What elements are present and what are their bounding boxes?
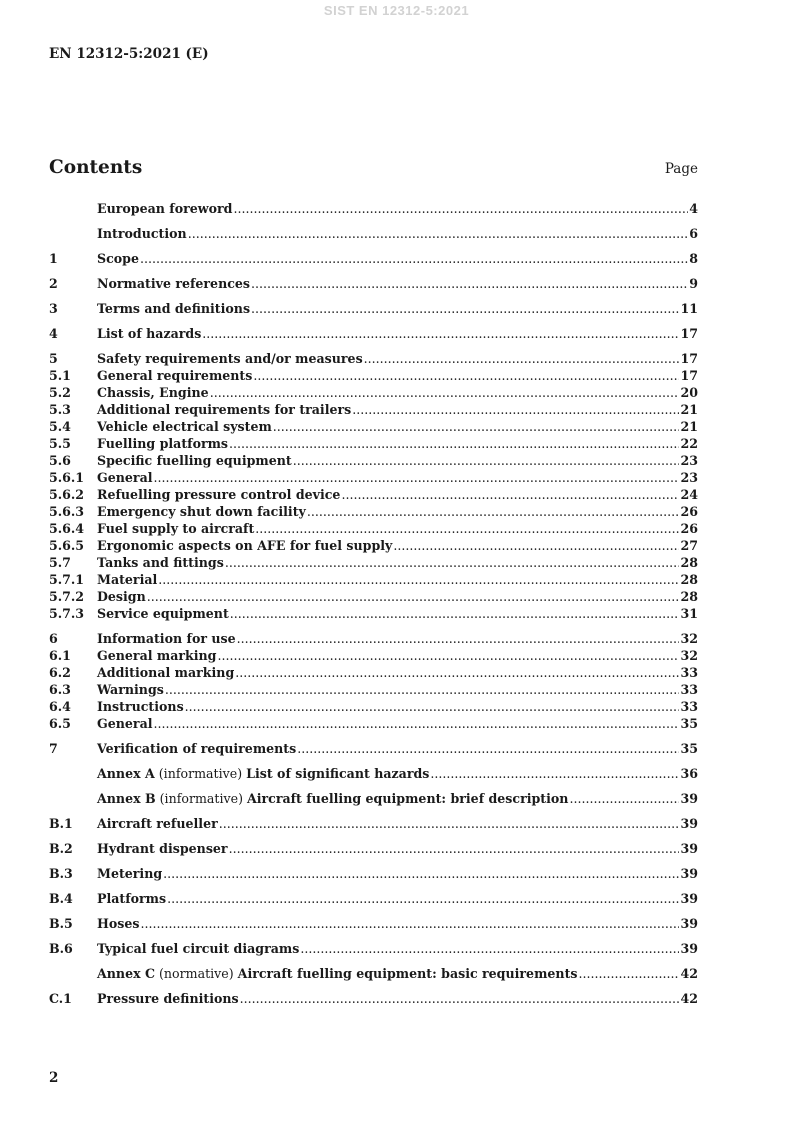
toc-entry[interactable] xyxy=(49,402,698,419)
toc-entry-title-text: General marking xyxy=(97,648,217,663)
toc-entry-title xyxy=(97,326,201,341)
toc-entry-page: 17 xyxy=(680,368,698,383)
toc-entry-title-text: Vehicle electrical system xyxy=(97,419,272,434)
toc-dot-leader xyxy=(307,504,680,519)
toc-entry-title xyxy=(97,631,236,646)
toc-entry-title xyxy=(97,402,351,417)
toc-dot-leader xyxy=(253,368,679,383)
toc-entry-title xyxy=(97,385,209,400)
toc-dot-leader xyxy=(230,606,680,621)
toc-entry-number: 5.4 xyxy=(49,419,71,434)
toc-entry-title xyxy=(97,521,254,536)
toc-dot-leader xyxy=(188,226,689,241)
toc-entry-title-text: Warnings xyxy=(97,682,164,697)
toc-entry-title xyxy=(97,589,146,604)
toc-dot-leader xyxy=(163,866,679,881)
toc-dot-leader xyxy=(140,251,688,266)
toc-entry-title-text: Emergency shut down facility xyxy=(97,504,306,519)
toc-entry[interactable] xyxy=(49,991,698,1008)
toc-entry-title xyxy=(97,453,292,468)
toc-entry-number: 5.1 xyxy=(49,368,71,383)
toc-entry-page: 9 xyxy=(689,276,698,291)
toc-entry-title-text: Hoses xyxy=(97,916,140,931)
toc-entry-number: 6 xyxy=(49,631,58,646)
toc-entry-title-text: Design xyxy=(97,589,146,604)
toc-entry-number: 5 xyxy=(49,351,58,366)
toc-entry-page: 39 xyxy=(680,791,698,806)
toc-entry-title-text: Pressure definitions xyxy=(97,991,239,1006)
toc-entry-title xyxy=(97,487,340,502)
toc-entry-annex-type: (informative) xyxy=(155,791,247,806)
toc-entry-title-text: General xyxy=(97,716,153,731)
page-column-label: Page xyxy=(664,161,698,177)
toc-entry[interactable] xyxy=(49,741,698,758)
toc-entry-title-text: Normative references xyxy=(97,276,251,291)
toc-entry-title-text: Scope xyxy=(97,251,139,266)
toc-entry-page: 39 xyxy=(680,866,698,881)
toc-entry[interactable] xyxy=(49,966,698,983)
toc-entry-page: 22 xyxy=(680,436,698,451)
toc-entry[interactable] xyxy=(49,665,698,682)
toc-entry-title xyxy=(97,699,184,714)
toc-dot-leader xyxy=(229,436,679,451)
toc-entry-page: 28 xyxy=(680,555,698,570)
toc-entry[interactable] xyxy=(49,555,698,572)
toc-entry[interactable] xyxy=(49,631,698,648)
toc-entry-number: 7 xyxy=(49,741,58,756)
toc-entry-title-text: Service equipment xyxy=(97,606,229,621)
toc-entry[interactable] xyxy=(49,251,698,268)
toc-dot-leader xyxy=(218,648,680,663)
toc-entry-annex-type: (informative) xyxy=(154,766,247,781)
toc-entry-title xyxy=(97,368,252,383)
toc-entry-title-text: Annex A xyxy=(97,766,155,781)
toc-entry-title xyxy=(97,916,140,931)
toc-entry-title xyxy=(97,966,577,981)
toc-entry-title-text: Terms and definitions xyxy=(97,301,251,316)
toc-dot-leader xyxy=(141,916,680,931)
toc-entry-title xyxy=(97,816,218,831)
toc-entry-title xyxy=(97,470,153,485)
toc-entry[interactable] xyxy=(49,841,698,858)
toc-entry-title xyxy=(97,741,296,756)
toc-entry-page: 8 xyxy=(689,251,698,266)
toc-entry-page: 6 xyxy=(689,226,698,241)
toc-entry-page: 26 xyxy=(680,504,698,519)
toc-entry-number: B.3 xyxy=(49,866,73,881)
toc-entry[interactable] xyxy=(49,470,698,487)
toc-entry-title-text: Tanks and fittings xyxy=(97,555,224,570)
toc-entry-page: 26 xyxy=(680,521,698,536)
toc-entry[interactable] xyxy=(49,606,698,623)
toc-entry-title-text: Information for use xyxy=(97,631,236,646)
toc-dot-leader xyxy=(185,699,680,714)
toc-entry-number: 6.2 xyxy=(49,665,71,680)
toc-entry-title xyxy=(97,648,217,663)
toc-entry-number: 2 xyxy=(49,276,58,291)
toc-entry-number: B.2 xyxy=(49,841,73,856)
toc-dot-leader xyxy=(293,453,680,468)
toc-entry-title-text: List of hazards xyxy=(97,326,202,341)
toc-entry-title xyxy=(97,436,228,451)
toc-entry-title-text: Refuelling pressure control device xyxy=(97,487,341,502)
toc-entry-title xyxy=(97,841,228,856)
toc-entry-title xyxy=(97,201,232,216)
toc-entry[interactable] xyxy=(49,941,698,958)
toc-entry-title-text: Metering xyxy=(97,866,163,881)
toc-entry-title-text: Hydrant dispenser xyxy=(97,841,228,856)
toc-entry-title-text: Aircraft refueller xyxy=(97,816,218,831)
toc-entry-title xyxy=(97,251,139,266)
toc-entry-number: 5.6.2 xyxy=(49,487,85,502)
toc-entry-title xyxy=(97,766,429,781)
toc-entry-title xyxy=(97,682,164,697)
toc-dot-leader xyxy=(235,665,679,680)
toc-entry-annex-title: List of significant hazards xyxy=(246,766,430,781)
toc-entry-page: 20 xyxy=(680,385,698,400)
toc-entry-number: B.4 xyxy=(49,891,73,906)
toc-dot-leader xyxy=(352,402,679,417)
toc-entry-title-text: Ergonomic aspects on AFE for fuel supply xyxy=(97,538,393,553)
toc-entry-title-text: Additional marking xyxy=(97,665,235,680)
toc-dot-leader xyxy=(158,572,679,587)
toc-entry-number: B.1 xyxy=(49,816,73,831)
toc-entry-title xyxy=(97,665,234,680)
toc-entry-number: 6.5 xyxy=(49,716,71,731)
toc-entry-title-text: Annex B xyxy=(97,791,156,806)
toc-dot-leader xyxy=(393,538,679,553)
toc-entry[interactable] xyxy=(49,766,698,783)
toc-entry-page: 31 xyxy=(680,606,698,621)
toc-entry-page: 4 xyxy=(689,201,698,216)
toc-entry-title-text: Typical fuel circuit diagrams xyxy=(97,941,300,956)
toc-entry-title xyxy=(97,606,229,621)
toc-entry-title-text: General requirements xyxy=(97,368,253,383)
toc-entry[interactable] xyxy=(49,351,698,368)
toc-dot-leader xyxy=(237,631,680,646)
toc-entry-page: 39 xyxy=(680,941,698,956)
toc-entry-title xyxy=(97,226,187,241)
toc-dot-leader xyxy=(154,716,680,731)
page-number: 2 xyxy=(49,1070,59,1086)
toc-entry-number: B.6 xyxy=(49,941,73,956)
toc-entry-number: 5.7.2 xyxy=(49,589,85,604)
toc-entry-page: 42 xyxy=(680,966,698,981)
toc-entry-page: 23 xyxy=(680,470,698,485)
toc-entry-title-text: General xyxy=(97,470,153,485)
toc-dot-leader xyxy=(210,385,680,400)
toc-dot-leader xyxy=(147,589,680,604)
toc-dot-leader xyxy=(154,470,680,485)
toc-entry[interactable] xyxy=(49,572,698,589)
toc-dot-leader xyxy=(364,351,680,366)
watermark: SIST EN 12312-5:2021 xyxy=(323,3,470,18)
toc-entry-page: 11 xyxy=(680,301,698,316)
toc-entry[interactable] xyxy=(49,276,698,293)
toc-entry-number: 5.6.4 xyxy=(49,521,85,536)
table-of-contents xyxy=(49,201,698,1008)
toc-entry[interactable] xyxy=(49,521,698,538)
toc-entry-number: 4 xyxy=(49,326,58,341)
toc-entry-title xyxy=(97,791,568,806)
toc-entry-number: 6.1 xyxy=(49,648,71,663)
toc-dot-leader xyxy=(251,276,688,291)
toc-entry[interactable] xyxy=(49,504,698,521)
toc-entry-title xyxy=(97,276,250,291)
toc-entry-title xyxy=(97,504,306,519)
toc-dot-leader xyxy=(430,766,679,781)
toc-entry-page: 35 xyxy=(680,716,698,731)
toc-entry-title-text: Material xyxy=(97,572,158,587)
toc-entry-number: 5.2 xyxy=(49,385,71,400)
document-id: EN 12312-5:2021 (E) xyxy=(49,46,209,62)
toc-dot-leader xyxy=(229,841,680,856)
toc-entry-page: 21 xyxy=(680,402,698,417)
contents-title: Contents xyxy=(49,157,143,178)
toc-dot-leader xyxy=(233,201,688,216)
toc-entry-annex-title: Aircraft fuelling equipment: brief description xyxy=(246,791,569,806)
toc-entry[interactable] xyxy=(49,436,698,453)
toc-entry-title xyxy=(97,538,392,553)
toc-entry-annex-type: (normative) xyxy=(155,966,238,981)
toc-entry[interactable] xyxy=(49,816,698,833)
toc-entry[interactable] xyxy=(49,301,698,318)
toc-entry-page: 28 xyxy=(680,572,698,587)
toc-entry-page: 17 xyxy=(680,326,698,341)
toc-entry-number: 6.3 xyxy=(49,682,71,697)
toc-entry-number: 5.5 xyxy=(49,436,71,451)
toc-entry-title xyxy=(97,555,224,570)
toc-entry-title-text: Safety requirements and/or measures xyxy=(97,351,363,366)
toc-entry-page: 39 xyxy=(680,916,698,931)
toc-entry[interactable] xyxy=(49,791,698,808)
toc-entry[interactable] xyxy=(49,326,698,343)
toc-dot-leader xyxy=(273,419,680,434)
toc-entry[interactable] xyxy=(49,699,698,716)
toc-dot-leader xyxy=(255,521,679,536)
toc-entry[interactable] xyxy=(49,716,698,733)
toc-entry-title xyxy=(97,351,363,366)
toc-entry[interactable] xyxy=(49,201,698,218)
toc-entry-page: 36 xyxy=(680,766,698,781)
toc-dot-leader xyxy=(300,941,679,956)
toc-entry[interactable] xyxy=(49,916,698,933)
toc-entry-title-text: Annex C xyxy=(97,966,156,981)
toc-entry-title xyxy=(97,419,272,434)
toc-dot-leader xyxy=(251,301,679,316)
toc-entry-title-text: Additional requirements for trailers xyxy=(97,402,352,417)
toc-entry-number: 1 xyxy=(49,251,58,266)
toc-entry-page: 28 xyxy=(680,589,698,604)
toc-entry[interactable] xyxy=(49,682,698,699)
toc-entry-annex-title: Aircraft fuelling equipment: basic requirements xyxy=(237,966,578,981)
toc-entry[interactable] xyxy=(49,538,698,555)
toc-entry-page: 27 xyxy=(680,538,698,553)
toc-entry-number: 3 xyxy=(49,301,58,316)
toc-entry-page: 39 xyxy=(680,891,698,906)
toc-entry-title xyxy=(97,572,157,587)
toc-entry[interactable] xyxy=(49,589,698,606)
toc-entry[interactable] xyxy=(49,866,698,883)
toc-entry-number: 5.6.1 xyxy=(49,470,85,485)
toc-entry-number: 5.6.5 xyxy=(49,538,85,553)
toc-entry-title xyxy=(97,866,162,881)
toc-entry-title-text: Fuelling platforms xyxy=(97,436,229,451)
toc-entry-page: 17 xyxy=(680,351,698,366)
toc-entry-number: 5.6 xyxy=(49,453,71,468)
toc-entry-page: 39 xyxy=(680,816,698,831)
toc-dot-leader xyxy=(165,682,680,697)
toc-entry[interactable] xyxy=(49,368,698,385)
toc-entry[interactable] xyxy=(49,891,698,908)
toc-dot-leader xyxy=(569,791,679,806)
toc-entry-number: 5.7.3 xyxy=(49,606,85,621)
toc-entry-page: 33 xyxy=(680,682,698,697)
toc-entry[interactable] xyxy=(49,487,698,504)
toc-dot-leader xyxy=(578,966,679,981)
toc-entry-title xyxy=(97,991,239,1006)
toc-entry-title-text: Introduction xyxy=(97,226,187,241)
toc-entry[interactable] xyxy=(49,419,698,436)
toc-entry-page: 32 xyxy=(680,648,698,663)
toc-entry[interactable] xyxy=(49,453,698,470)
toc-dot-leader xyxy=(219,816,680,831)
toc-dot-leader xyxy=(341,487,679,502)
toc-entry-title xyxy=(97,941,299,956)
toc-entry[interactable] xyxy=(49,385,698,402)
toc-entry-page: 39 xyxy=(680,841,698,856)
toc-entry-title-text: Fuel supply to aircraft xyxy=(97,521,255,536)
toc-entry-number: B.5 xyxy=(49,916,73,931)
toc-entry[interactable] xyxy=(49,226,698,243)
toc-entry-number: 6.4 xyxy=(49,699,71,714)
toc-entry-title-text: Verification of requirements xyxy=(97,741,297,756)
toc-entry-page: 23 xyxy=(680,453,698,468)
toc-entry[interactable] xyxy=(49,648,698,665)
toc-entry-title-text: Specific fuelling equipment xyxy=(97,453,292,468)
toc-entry-number: 5.7.1 xyxy=(49,572,85,587)
toc-entry-title xyxy=(97,301,250,316)
toc-dot-leader xyxy=(202,326,679,341)
toc-entry-title xyxy=(97,716,153,731)
toc-entry-title-text: Instructions xyxy=(97,699,184,714)
toc-entry-page: 32 xyxy=(680,631,698,646)
toc-entry-title-text: Chassis, Engine xyxy=(97,385,209,400)
toc-entry-number: C.1 xyxy=(49,991,72,1006)
toc-entry-page: 42 xyxy=(680,991,698,1006)
toc-entry-page: 33 xyxy=(680,699,698,714)
toc-entry-page: 24 xyxy=(680,487,698,502)
toc-entry-number: 5.6.3 xyxy=(49,504,85,519)
toc-entry-page: 21 xyxy=(680,419,698,434)
toc-entry-number: 5.3 xyxy=(49,402,71,417)
toc-dot-leader xyxy=(297,741,679,756)
toc-dot-leader xyxy=(240,991,680,1006)
toc-dot-leader xyxy=(167,891,679,906)
toc-entry-title xyxy=(97,891,166,906)
toc-entry-number: 5.7 xyxy=(49,555,71,570)
toc-entry-page: 35 xyxy=(680,741,698,756)
toc-entry-page: 33 xyxy=(680,665,698,680)
toc-entry-title-text: Platforms xyxy=(97,891,167,906)
toc-dot-leader xyxy=(225,555,680,570)
toc-entry-title-text: European foreword xyxy=(97,201,233,216)
